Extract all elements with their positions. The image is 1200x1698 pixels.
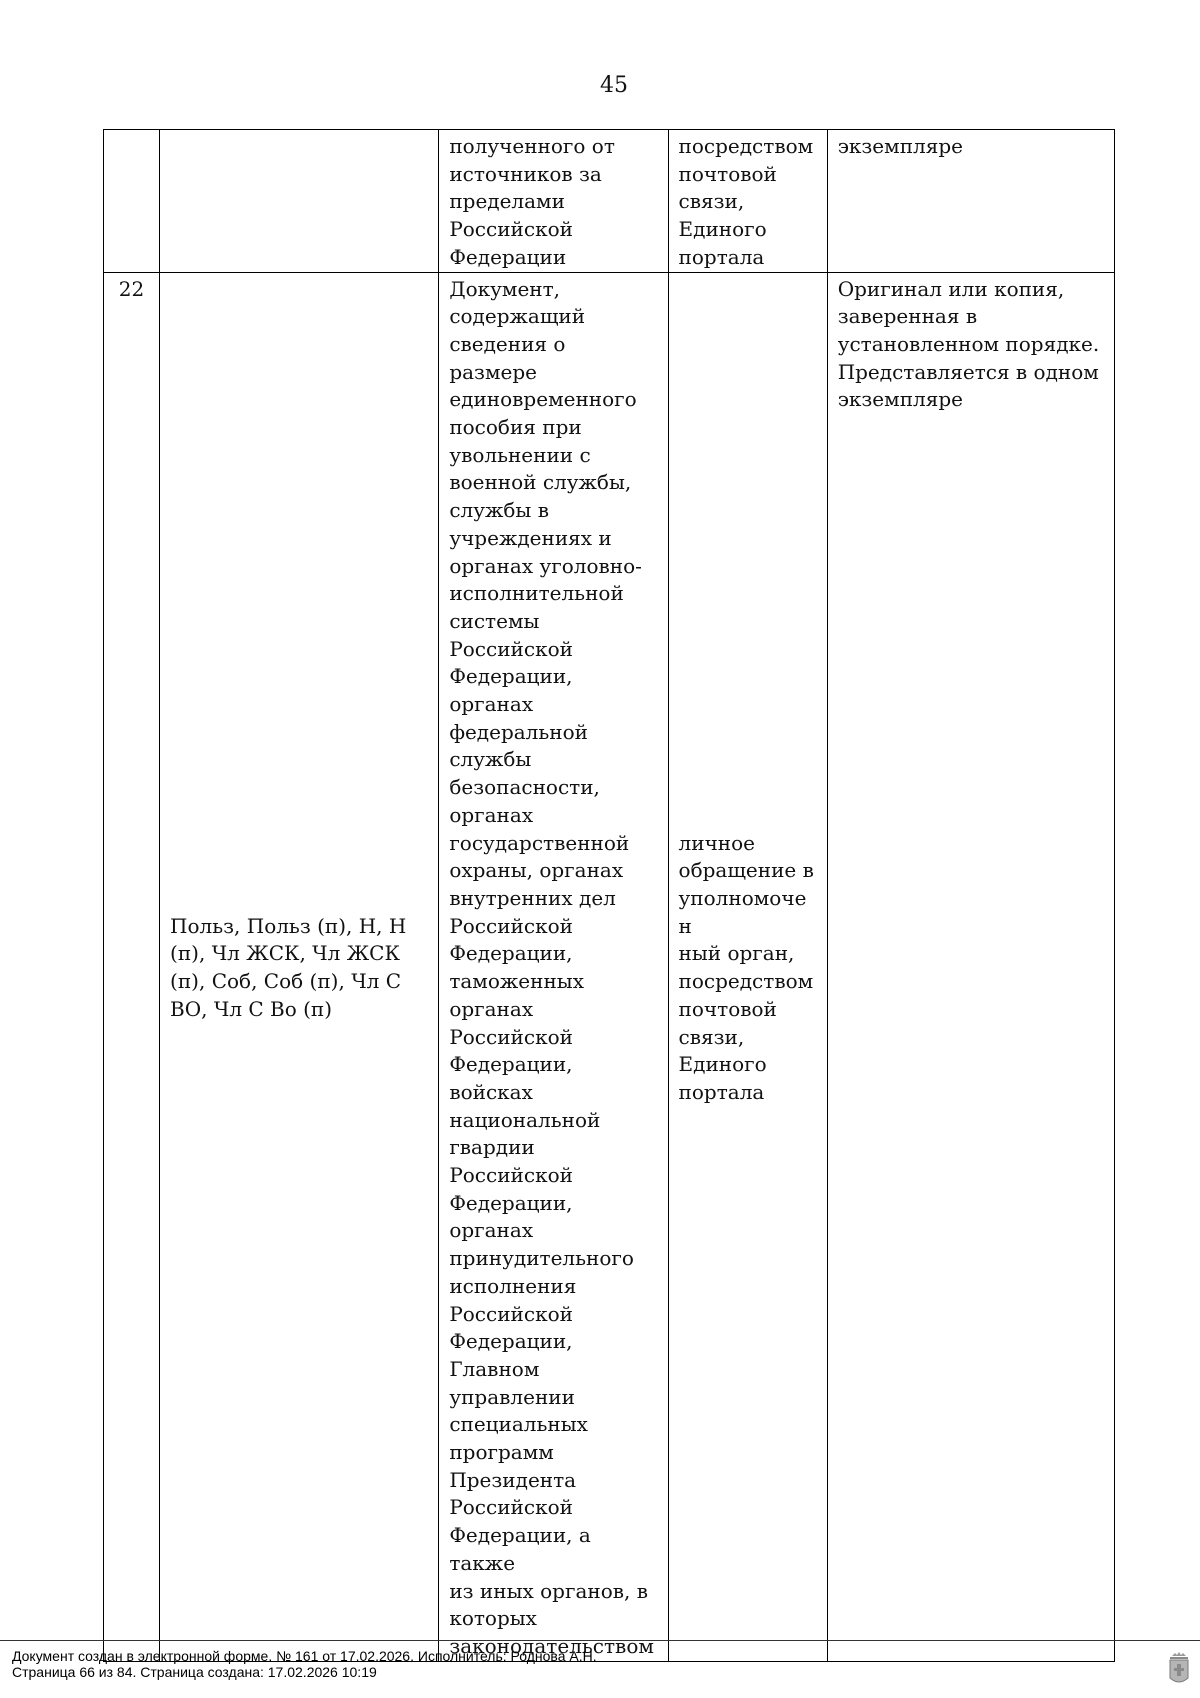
footer-page-info: Страница 66 из 84. Страница создана: 17.02.2026 10:19 bbox=[12, 1664, 377, 1680]
footer bbox=[12, 1648, 597, 1680]
page-number: 45 bbox=[600, 73, 628, 98]
applicant-category-cell bbox=[160, 130, 439, 273]
document-form-cell: Оригинал или копия, заверенная в установленном порядке. Представляется в одном экземпляре bbox=[827, 272, 1114, 1661]
coat-of-arms-icon bbox=[1166, 1650, 1192, 1688]
footer-divider bbox=[0, 1640, 1200, 1641]
row-number-cell bbox=[104, 130, 160, 273]
applicant-category-cell: Польз, Польз (п), Н, Н (п), Чл ЖСК, Чл ЖСК (п), Соб, Соб (п), Чл С ВО, Чл С Во (п) bbox=[160, 272, 439, 1661]
footer-document-info: Документ создан в электронной форме. № 161 от 17.02.2026. Исполнитель: Роднова А.Н. bbox=[12, 1648, 597, 1664]
document-name-cell: Документ, содержащий сведения о размере единовременного пособия при увольнении с военной службы, службы в учреждениях и органах уголовно- исполнительной системы Российской Федерации, органах федеральной службы безопасности, органах государственной охраны, органах внутренних дел Российской Федерации, таможенных органах Российской Федерации, войсках национальной гвардии Российской Федерации, органах принудительного исполнения Российской Федерации, Главном управлении специальных программ Президента Российской Федерации, а также из иных органов, в которых законодательством bbox=[439, 272, 668, 1661]
document-form-cell: экземпляре bbox=[827, 130, 1114, 273]
table-row bbox=[104, 130, 1115, 273]
document-name-cell: полученного от источников за пределами Российской Федерации bbox=[439, 130, 668, 273]
row-number-cell: 22 bbox=[104, 272, 160, 1661]
table-row bbox=[104, 272, 1115, 1661]
submission-method-cell: личное обращение в уполномочен ный орган, посредством почтовой связи, Единого портала bbox=[668, 272, 827, 1661]
submission-method-cell: посредством почтовой связи, Единого портала bbox=[668, 130, 827, 273]
documents-table bbox=[103, 129, 1115, 1662]
